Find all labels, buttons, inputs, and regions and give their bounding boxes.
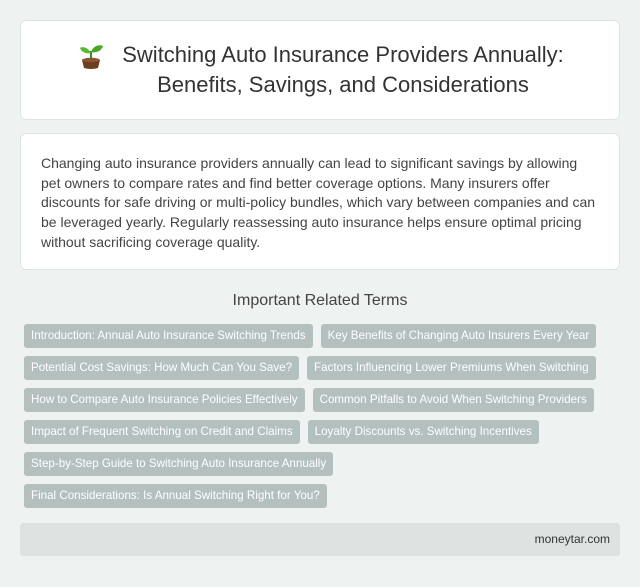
related-term-tag[interactable]: Factors Influencing Lower Premiums When Switching	[307, 356, 596, 380]
related-term-tag[interactable]: Step-by-Step Guide to Switching Auto Insurance Annually	[24, 452, 333, 476]
summary-text: Changing auto insurance providers annually can lead to significant savings by allowing pet owners to compare rates and find better coverage options. Many insurers offer discounts for safe driving or multi-policy bundles, which vary between companies and can be leveraged yearly. Regularly reassessing auto insurance helps ensure optimal pricing without sacrificing coverage quality.	[41, 155, 596, 250]
tag-row	[24, 484, 624, 508]
footer	[20, 523, 620, 556]
sprout-icon	[76, 42, 106, 72]
related-terms-heading: Important Related Terms	[232, 292, 408, 309]
tag-row	[24, 452, 624, 476]
related-term-tag[interactable]: Common Pitfalls to Avoid When Switching Providers	[313, 388, 594, 412]
related-term-tag[interactable]: Key Benefits of Changing Auto Insurers Every Year	[321, 324, 597, 348]
related-term-tag[interactable]: Loyalty Discounts vs. Switching Incentives	[308, 420, 539, 444]
related-term-tag[interactable]: Final Considerations: Is Annual Switching Right for You?	[24, 484, 327, 508]
footer-site-link[interactable]: moneytar.com	[534, 532, 610, 546]
tag-row	[24, 324, 624, 348]
tag-row	[24, 356, 624, 380]
related-term-tag[interactable]: Introduction: Annual Auto Insurance Switching Trends	[24, 324, 313, 348]
summary-card	[20, 133, 620, 270]
page-title	[122, 40, 563, 100]
related-term-tag[interactable]: How to Compare Auto Insurance Policies Effectively	[24, 388, 305, 412]
page-title-line-1: Switching Auto Insurance Providers Annually:	[122, 42, 564, 67]
title-card	[20, 20, 620, 120]
tag-row	[24, 388, 624, 412]
page-title-line-2: Benefits, Savings, and Considerations	[157, 72, 529, 97]
related-terms-list	[24, 324, 624, 516]
title-wrap	[76, 40, 563, 100]
related-term-tag[interactable]: Impact of Frequent Switching on Credit and Claims	[24, 420, 300, 444]
tag-row	[24, 420, 624, 444]
related-term-tag[interactable]: Potential Cost Savings: How Much Can You Save?	[24, 356, 299, 380]
